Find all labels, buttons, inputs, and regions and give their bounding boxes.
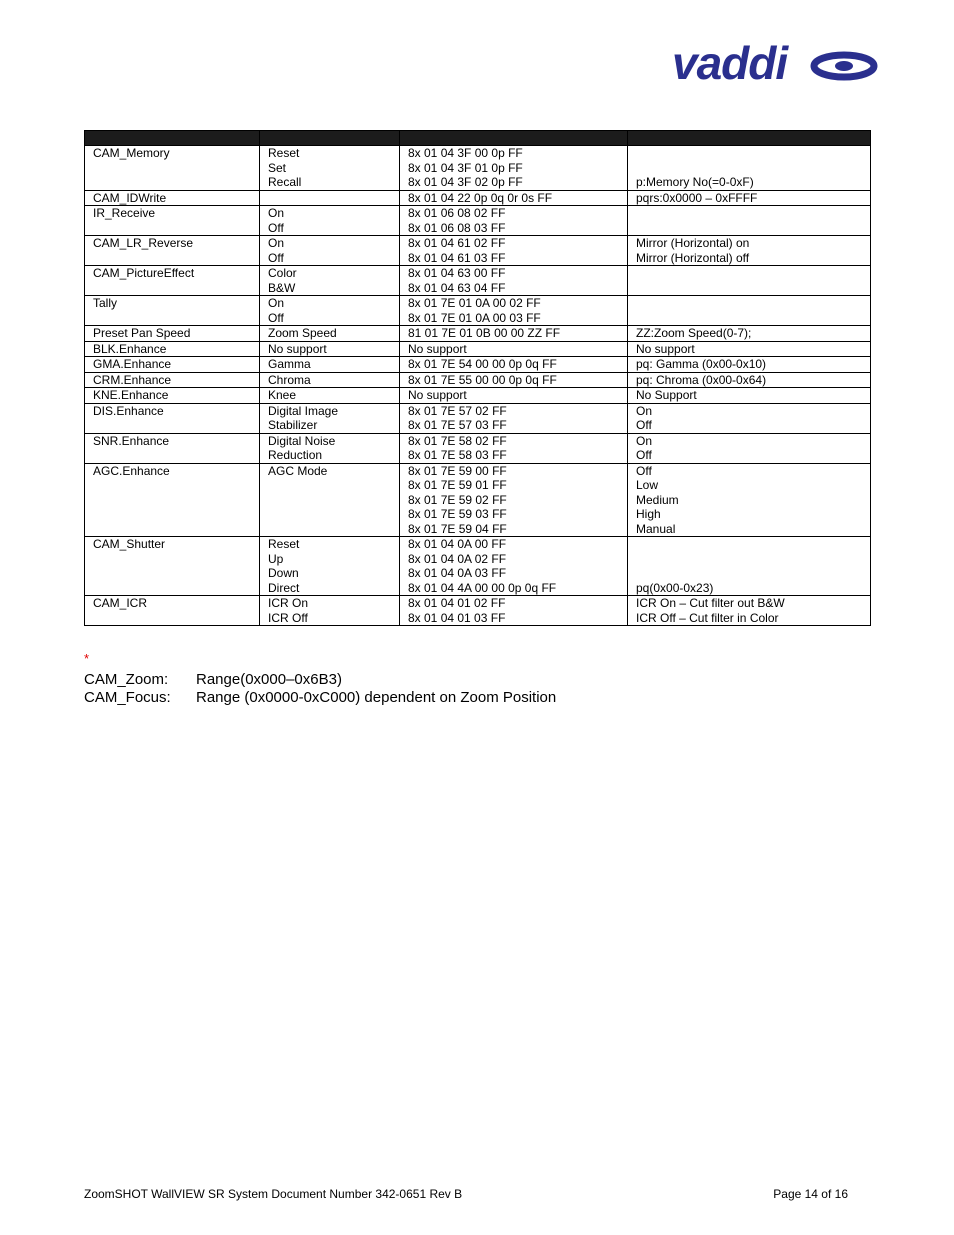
cell-text: Off [268, 250, 284, 265]
cell-text: Color [268, 266, 297, 280]
option-cell [260, 206, 400, 236]
cell-text: Set [268, 160, 287, 175]
table-row [85, 357, 871, 373]
header-cell [628, 131, 871, 146]
header-cell [260, 131, 400, 146]
command-name-cell [85, 206, 260, 236]
option-cell [260, 326, 400, 342]
command-name-cell [85, 388, 260, 404]
option-cell [260, 388, 400, 404]
zoom-label: CAM_Zoom: [84, 671, 169, 688]
cell-text: 8x 01 04 0A 03 FF [408, 566, 507, 580]
cell-text: 8x 01 7E 57 02 FF [408, 403, 507, 418]
table-row [85, 433, 871, 463]
command-name-cell [85, 341, 260, 357]
command-code-cell [400, 388, 628, 404]
notes-cell [628, 372, 871, 388]
cell-text: CAM_Memory [93, 146, 170, 160]
cell-text: 8x 01 7E 58 02 FF [408, 433, 507, 448]
option-cell [260, 433, 400, 463]
cell-text: On [636, 403, 653, 418]
table-row [85, 463, 871, 537]
cell-text: DIS.Enhance [93, 403, 164, 418]
cell-text: 8x 01 06 08 03 FF [408, 220, 506, 235]
table-header-row [85, 131, 871, 146]
cell-text: 8x 01 04 63 00 FF [408, 266, 506, 280]
notes-cell [628, 433, 871, 463]
cell-text: ICR On – Cut filter out B&W [636, 596, 785, 610]
cell-text: ICR Off [268, 610, 308, 625]
cell-text: CAM_Shutter [93, 537, 166, 551]
cell-text: 8x 01 04 01 03 FF [408, 610, 506, 625]
header-cell [400, 131, 628, 146]
cell-text: Low [636, 478, 659, 492]
option-cell [260, 190, 400, 206]
notes-cell [628, 463, 871, 537]
command-code-cell [400, 296, 628, 326]
option-cell [260, 537, 400, 596]
notes-cell [628, 206, 871, 236]
command-code-cell [400, 236, 628, 266]
cell-text: No support [408, 341, 467, 356]
cell-text: ZZ:Zoom Speed(0-7); [636, 326, 752, 340]
zoom-range-note [84, 671, 342, 688]
command-code-cell [400, 206, 628, 236]
cell-text: IR_Receive [93, 206, 156, 220]
option-cell [260, 296, 400, 326]
cell-text: 8x 01 04 22 0p 0q 0r 0s FF [408, 190, 553, 205]
cell-text: Recall [268, 175, 302, 189]
cell-text: BLK.Enhance [93, 341, 167, 356]
table-row [85, 296, 871, 326]
command-code-cell [400, 537, 628, 596]
cell-text: Gamma [268, 357, 311, 371]
option-cell [260, 403, 400, 433]
notes-cell [628, 236, 871, 266]
cell-text: 8x 01 04 61 02 FF [408, 236, 506, 250]
command-name-cell [85, 433, 260, 463]
cell-text: Chroma [268, 372, 311, 387]
cell-text: B&W [268, 280, 296, 295]
cell-text: AGC.Enhance [93, 463, 170, 478]
command-name-cell [85, 190, 260, 206]
focus-range-note [84, 689, 556, 706]
table-row [85, 206, 871, 236]
cell-text: 8x 01 7E 57 03 FF [408, 418, 507, 432]
option-cell [260, 266, 400, 296]
notes-cell [628, 190, 871, 206]
cell-text: Off [268, 220, 284, 235]
notes-cell [628, 357, 871, 373]
cell-text: 8x 01 7E 59 04 FF [408, 521, 507, 536]
cell-text: 8x 01 04 63 04 FF [408, 280, 506, 295]
notes-cell [628, 388, 871, 404]
cell-text: Knee [268, 388, 297, 402]
cell-text: Zoom Speed [268, 326, 337, 340]
notes-cell [628, 537, 871, 596]
cell-text: SNR.Enhance [93, 433, 170, 448]
command-name-cell [85, 537, 260, 596]
cell-text: pq: Gamma (0x00-0x10) [636, 357, 767, 371]
option-cell [260, 146, 400, 191]
cell-text: pqrs:0x0000 – 0xFFFF [636, 190, 758, 205]
cell-text: KNE.Enhance [93, 388, 169, 402]
notes-cell [628, 403, 871, 433]
focus-label: CAM_Focus: [84, 689, 171, 706]
table-row [85, 266, 871, 296]
table-row [85, 403, 871, 433]
focus-value: Range (0x0000-0xC000) dependent on Zoom Position [196, 689, 557, 706]
command-name-cell [85, 326, 260, 342]
header-cell [85, 131, 260, 146]
cell-text: Off [636, 448, 652, 462]
command-code-cell [400, 372, 628, 388]
cell-text: Stabilizer [268, 418, 318, 432]
cell-text: On [268, 296, 285, 310]
notes-cell [628, 146, 871, 191]
table-row [85, 146, 871, 191]
footer-page-number: Page 14 of 16 [773, 1187, 848, 1201]
option-cell [260, 596, 400, 626]
command-code-cell [400, 146, 628, 191]
cell-text: CAM_IDWrite [93, 190, 167, 205]
cell-text: 8x 01 04 61 03 FF [408, 250, 506, 265]
command-code-cell [400, 357, 628, 373]
notes-cell [628, 596, 871, 626]
table-body [85, 146, 871, 626]
cell-text: ICR Off – Cut filter in Color [636, 610, 779, 625]
cell-text: Preset Pan Speed [93, 326, 191, 340]
command-code-cell [400, 326, 628, 342]
table-row [85, 236, 871, 266]
cell-text: CAM_PictureEffect [93, 266, 195, 280]
cell-text: Off [636, 418, 652, 432]
table-row [85, 372, 871, 388]
cell-text: No support [408, 388, 467, 402]
table-row [85, 190, 871, 206]
cell-text: 8x 01 7E 59 03 FF [408, 507, 507, 521]
note-asterisk: * [84, 651, 90, 666]
cell-text: No support [268, 341, 327, 356]
table-row [85, 596, 871, 626]
command-table [84, 130, 871, 626]
cell-text: Down [268, 566, 299, 580]
cell-text: 8x 01 7E 01 0A 00 03 FF [408, 310, 541, 325]
command-code-cell [400, 403, 628, 433]
command-name-cell [85, 357, 260, 373]
table-row [85, 537, 871, 596]
cell-text: No support [636, 341, 695, 356]
cell-text: On [268, 206, 285, 220]
footer-document-info: ZoomSHOT WallVIEW SR System Document Number 342-0651 Rev B [84, 1187, 463, 1201]
cell-text: Reset [268, 537, 300, 551]
cell-text: 8x 01 04 3F 02 0p FF [408, 175, 523, 189]
command-name-cell [85, 236, 260, 266]
cell-text: Off [636, 463, 652, 478]
cell-text: p:Memory No(=0-0xF) [636, 175, 754, 189]
command-code-cell [400, 463, 628, 537]
cell-text: On [636, 433, 653, 448]
cell-text: Direct [268, 580, 300, 595]
cell-text: 81 01 7E 01 0B 00 00 ZZ FF [408, 326, 561, 340]
option-cell [260, 357, 400, 373]
command-name-cell [85, 596, 260, 626]
table-row [85, 341, 871, 357]
cell-text: 8x 01 04 0A 02 FF [408, 551, 507, 566]
cell-text: Up [268, 551, 284, 566]
zoom-value: Range(0x000–0x6B3) [196, 671, 342, 688]
cell-text: Digital Noise [268, 433, 336, 448]
svg-text:vaddi: vaddi [672, 44, 788, 89]
cell-text: pq: Chroma (0x00-0x64) [636, 372, 767, 387]
cell-text: Reduction [268, 448, 323, 462]
cell-text: CAM_LR_Reverse [93, 236, 194, 250]
cell-text: 8x 01 04 3F 00 0p FF [408, 146, 523, 160]
cell-text: Medium [636, 492, 679, 507]
command-name-cell [85, 372, 260, 388]
cell-text: Off [268, 310, 284, 325]
command-code-cell [400, 190, 628, 206]
command-code-cell [400, 596, 628, 626]
cell-text: 8x 01 7E 54 00 00 0p 0q FF [408, 357, 557, 371]
notes-cell [628, 326, 871, 342]
option-cell [260, 236, 400, 266]
notes-cell [628, 296, 871, 326]
option-cell [260, 341, 400, 357]
notes-cell [628, 341, 871, 357]
command-name-cell [85, 296, 260, 326]
cell-text: Mirror (Horizontal) on [636, 236, 750, 250]
cell-text: Digital Image [268, 403, 339, 418]
cell-text: 8x 01 7E 58 03 FF [408, 448, 507, 462]
option-cell [260, 372, 400, 388]
command-code-cell [400, 341, 628, 357]
cell-text: pq(0x00-0x23) [636, 580, 714, 595]
command-code-cell [400, 266, 628, 296]
cell-text: CRM.Enhance [93, 372, 172, 387]
command-name-cell [85, 146, 260, 191]
cell-text: ICR On [268, 596, 309, 610]
cell-text: 8x 01 04 0A 00 FF [408, 537, 507, 551]
cell-text: 8x 01 06 08 02 FF [408, 206, 506, 220]
cell-text: No Support [636, 388, 697, 402]
command-name-cell [85, 463, 260, 537]
cell-text: Reset [268, 146, 300, 160]
table-row [85, 388, 871, 404]
cell-text: On [268, 236, 285, 250]
cell-text: AGC Mode [268, 463, 328, 478]
command-name-cell [85, 403, 260, 433]
cell-text: CAM_ICR [93, 596, 148, 610]
option-cell [260, 463, 400, 537]
cell-text: 8x 01 04 4A 00 00 0p 0q FF [408, 580, 557, 595]
cell-text: 8x 01 7E 59 01 FF [408, 478, 507, 492]
cell-text: Tally [93, 296, 118, 310]
vaddio-logo [672, 44, 884, 96]
cell-text: High [636, 507, 661, 521]
cell-text: Mirror (Horizontal) off [636, 250, 750, 265]
table-row [85, 326, 871, 342]
vaddio-logo-icon [672, 44, 884, 96]
cell-text: 8x 01 7E 55 00 00 0p 0q FF [408, 372, 557, 387]
cell-text: GMA.Enhance [93, 357, 172, 371]
cell-text: Manual [636, 521, 676, 536]
command-code-cell [400, 433, 628, 463]
command-name-cell [85, 266, 260, 296]
cell-text: 8x 01 7E 59 02 FF [408, 492, 507, 507]
cell-text: 8x 01 04 3F 01 0p FF [408, 160, 523, 175]
cell-text: 8x 01 7E 59 00 FF [408, 463, 507, 478]
cell-text: 8x 01 04 01 02 FF [408, 596, 506, 610]
cell-text: 8x 01 7E 01 0A 00 02 FF [408, 296, 541, 310]
notes-cell [628, 266, 871, 296]
